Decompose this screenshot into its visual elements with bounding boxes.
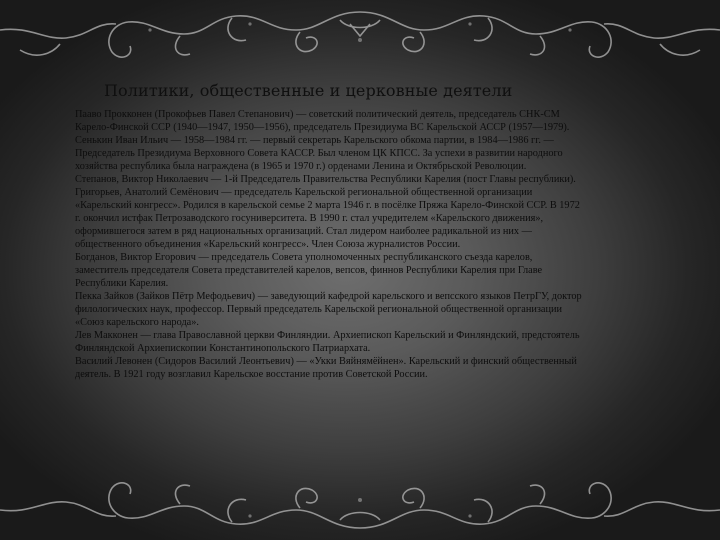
paragraph-grigoryev: Григорьев, Анатолий Семёнович — председатель Карельской региональной общественной организации «Карельский конгресс». Родился в карельской семье 2 марта 1946 г. в посёлке Пряжа Карело-Финской ССР. В 1972 г. окончил истфак Петрозаводского госуниверситета. В 1990 г. стал учредителем «Карельского движения», оформившегося затем в ряд национальных организаций. Стал лидером наиболее радикальной из них — общественного объединения «Карельский конгресс». Член Союза журналистов России. xyxy=(75,187,580,250)
slide-body xyxy=(75,108,585,381)
paragraph-levonen: Василий Левонен (Сидоров Василий Леонтьевич) — «Укки Вяйнямёйнен». Карельский и финский общественный деятель. В 1921 году возглавил Карельское восстание против Советской России. xyxy=(75,356,577,380)
paragraph-bogdanov: Богданов, Виктор Егорович — председатель Совета уполномоченных республиканского съезда карелов, заместитель председателя Совета представителей карелов, вепсов, финнов Республики Карелия при Главе Республики Карелия. xyxy=(75,252,543,289)
paragraph-stepanov: Степанов, Виктор Николаевич — 1-й Председатель Правительства Республики Карелия (пост Главы республики). xyxy=(75,174,576,185)
paragraph-zaikov: Пекка Зайков (Зайков Пётр Мефодьевич) — заведующий кафедрой карельского и вепсского языков ПетрГУ, доктор филологических наук, профессор. Первый председатель Карельской региональной общественной организации «Союз карельского народа». xyxy=(75,291,582,328)
bottom-ornament xyxy=(0,450,720,540)
paragraph-prokkonen: Пааво Прокконен (Прокофьев Павел Степанович) — советский политический деятель, председатель СНК-СМ Карело-Финской ССР (1940—1947, 1950—1956), председатель Президиума ВС Карельской АССР (1957—1979). xyxy=(75,109,570,133)
top-ornament xyxy=(0,0,720,90)
slide-title: Политики, общественные и церковные деятели xyxy=(104,81,513,100)
paragraph-makkonen: Лев Макконен — глава Православной церкви Финляндии. Архиепископ Карельский и Финляндский, предстоятель Финляндской Архиепископии Константинопольского Патриархата. xyxy=(75,330,580,354)
paragraph-senkin: Сенькин Иван Ильич — 1958—1984 гг. — первый секретарь Карельского обкома партии, в 1984—1986 гг. — Председатель Президиума Верховного Совета КАССР. Был членом ЦК КПСС. За успехи в развитии народного хозяйства республика была награждена (в 1965 и 1970 г.) орденами Ленина и Октябрьской Революции. xyxy=(75,135,563,172)
